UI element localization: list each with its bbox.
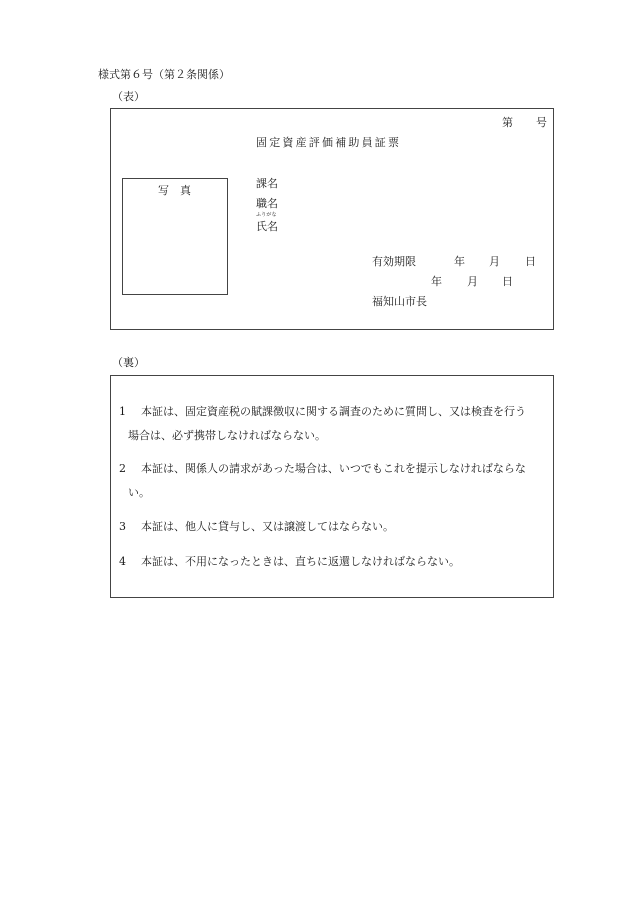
front-label: （表） <box>112 90 145 103</box>
note-2-line-2: い。 <box>128 486 150 499</box>
note-4-line-1: 本証は、不用になったときは、直ちに返還しなければならない。 <box>141 555 460 568</box>
photo-box <box>122 178 228 295</box>
name-label: 氏名 <box>256 220 278 233</box>
form-title: 様式第６号（第２条関係） <box>98 68 230 81</box>
note-2-line-1: 本証は、関係人の請求があった場合は、いつでもこれを提示しなければならな <box>141 462 526 475</box>
front-card <box>110 108 554 330</box>
note-1-line-2: 場合は、必ず携帯しなければならない。 <box>128 429 326 442</box>
position-label: 職名 <box>256 197 278 210</box>
note-2-number: 2 <box>119 462 126 475</box>
validity-month-2: 月 <box>467 275 478 288</box>
note-1-line-1: 本証は、固定資産税の賦課徴収に関する調査のために質問し、又は検査を行う <box>141 405 526 418</box>
section-label: 課名 <box>256 177 278 190</box>
photo-label: 写 真 <box>158 184 191 197</box>
validity-day-2: 日 <box>502 275 513 288</box>
number-prefix: 第 <box>502 116 513 129</box>
validity-year-1: 年 <box>454 255 465 268</box>
card-title: 固定資産評価補助員証票 <box>256 136 402 149</box>
validity-month-1: 月 <box>489 255 500 268</box>
note-3-number: 3 <box>119 520 126 533</box>
note-3-line-1: 本証は、他人に貸与し、又は譲渡してはならない。 <box>141 520 394 533</box>
back-card <box>110 375 554 598</box>
validity-day-1: 日 <box>525 255 536 268</box>
note-4-number: 4 <box>119 555 126 568</box>
back-label: （裏） <box>112 356 145 369</box>
validity-year-2: 年 <box>431 275 442 288</box>
note-1-number: 1 <box>119 405 126 418</box>
validity-label: 有効期限 <box>372 255 416 268</box>
number-suffix: 号 <box>536 116 547 129</box>
issuer: 福知山市長 <box>372 295 427 308</box>
name-ruby: ふりがな <box>256 212 277 218</box>
